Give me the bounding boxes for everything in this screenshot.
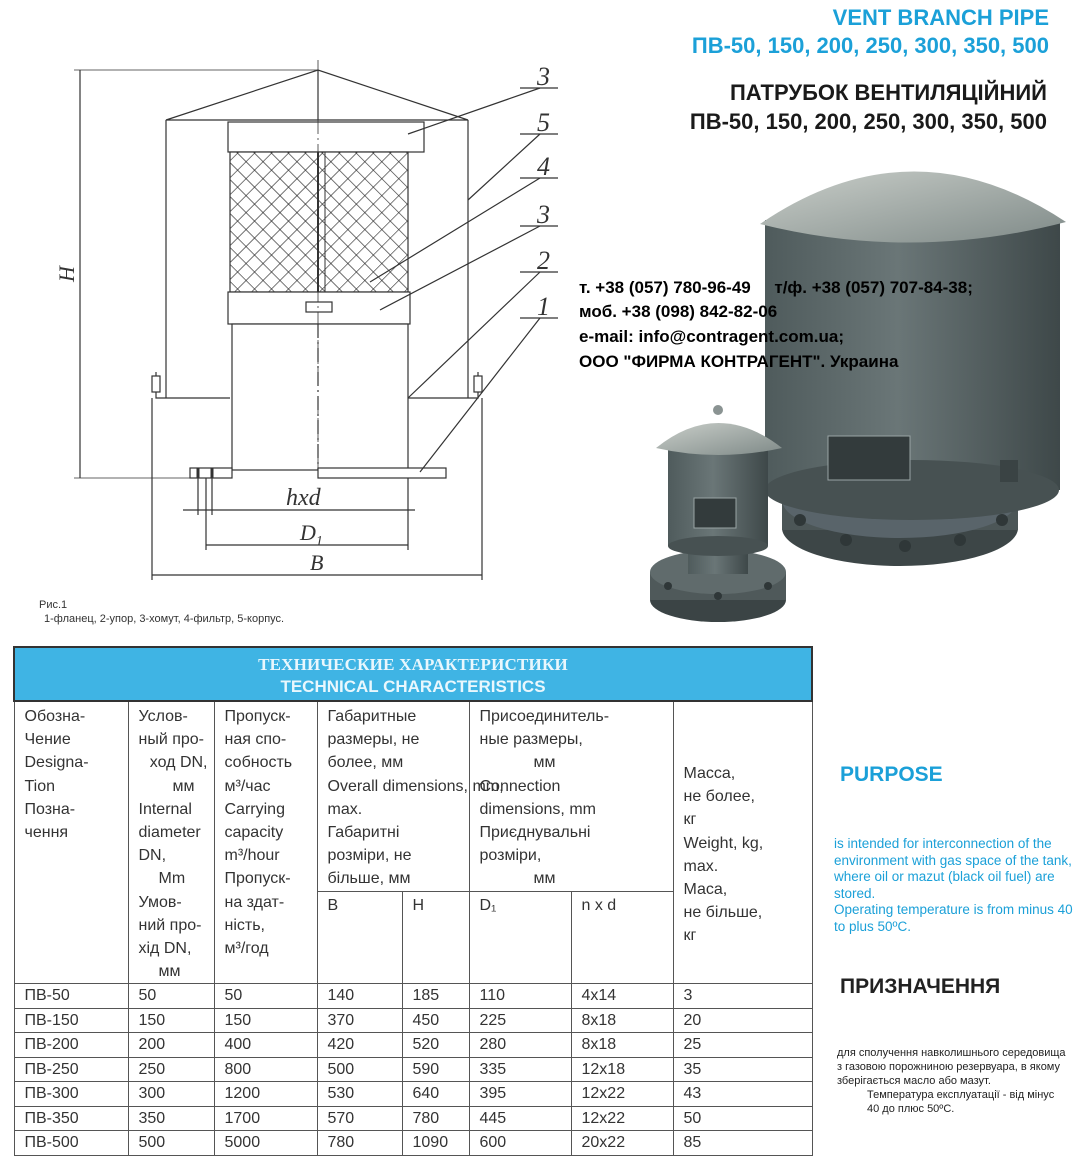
table-cell: 20x22: [571, 1131, 673, 1156]
header-nxd: n x d: [571, 892, 673, 984]
header-designation: Обозна- Чение Designa- Tion Позна- чення: [14, 701, 128, 984]
purpose-heading: PURPOSE: [840, 763, 943, 786]
table-cell: 3: [673, 984, 812, 1009]
title-en: VENT BRANCH PIPE: [832, 5, 1049, 30]
table-cell: 280: [469, 1033, 571, 1058]
table-cell: 200: [128, 1033, 214, 1058]
figure-label: Рис.1: [39, 599, 68, 611]
table-cell: 300: [128, 1082, 214, 1107]
pryznachennya-text: для сполучення навколишнього середовища з газовою порожниною резервуара, в якому зберігається масло або мазут. Температура експлуатації - від мінус 40 до плюс 50ºC.: [837, 1047, 1066, 1115]
table-cell: ПВ-250: [14, 1057, 128, 1082]
header-h: H: [402, 892, 469, 984]
table-cell: 335: [469, 1057, 571, 1082]
table-cell: ПВ-350: [14, 1106, 128, 1131]
header-capacity: Пропуск- ная спо- собность м³/час Carrying capacity m³/hour Пропуск- на здат- ність, м³/год: [214, 701, 317, 984]
purpose-text: is intended for interconnection of the environment with gas space of the tank, where oil or mazut (black oil fuel) are stored. Operating temperature is from minus 40 to plus 50ºC.: [834, 836, 1073, 934]
table-cell: ПВ-500: [14, 1131, 128, 1156]
models-ua: ПВ-50, 150, 200, 250, 300, 350, 500: [689, 109, 1047, 134]
table-cell: 395: [469, 1082, 571, 1107]
table-cell: 20: [673, 1008, 812, 1033]
table-cell: 520: [402, 1033, 469, 1058]
table-cell: ПВ-300: [14, 1082, 128, 1107]
callout-1: 1: [537, 292, 550, 321]
table-row: [14, 1008, 812, 1033]
table-cell: 640: [402, 1082, 469, 1107]
table-cell: 800: [214, 1057, 317, 1082]
table-title-en: TECHNICAL CHARACTERISTICS: [280, 677, 546, 696]
table-cell: 570: [317, 1106, 402, 1131]
table-cell: 8x18: [571, 1008, 673, 1033]
table-cell: 530: [317, 1082, 402, 1107]
table-cell: ПВ-150: [14, 1008, 128, 1033]
callout-3-top: 3: [537, 62, 550, 91]
callout-3-bottom: 3: [537, 200, 550, 229]
figure-legend: 1-фланец, 2-упор, 3-хомут, 4-фильтр, 5-корпус.: [44, 613, 285, 625]
table-title-ru: ТЕХНИЧЕСКИЕ ХАРАКТЕРИСТИКИ: [258, 655, 568, 674]
dim-d1-label: $D_1$: [300, 520, 323, 549]
header-mass: Масса, не более, кг Weight, kg, max. Маса, не більше, кг: [673, 701, 812, 984]
dim-b-label: B: [310, 550, 324, 575]
table-cell: ПВ-50: [14, 984, 128, 1009]
technical-drawing: [40, 60, 550, 590]
table-cell: 780: [402, 1106, 469, 1131]
table-cell: 1200: [214, 1082, 317, 1107]
table-cell: 43: [673, 1082, 812, 1107]
pryznachennya-heading: ПРИЗНАЧЕННЯ: [840, 975, 1001, 998]
table-cell: 140: [317, 984, 402, 1009]
table-cell: 110: [469, 984, 571, 1009]
table-cell: 150: [214, 1008, 317, 1033]
table-cell: 85: [673, 1131, 812, 1156]
table-cell: 500: [128, 1131, 214, 1156]
callout-2: 2: [537, 246, 550, 275]
table-cell: 445: [469, 1106, 571, 1131]
table-cell: 1700: [214, 1106, 317, 1131]
title-ua: ПАТРУБОК ВЕНТИЛЯЦІЙНИЙ: [729, 80, 1047, 105]
table-cell: 590: [402, 1057, 469, 1082]
table-cell: 12x22: [571, 1082, 673, 1107]
table-row: [14, 1057, 812, 1082]
contact-company: ООО "ФИРМА КОНТРАГЕНТ". Украина: [579, 352, 899, 371]
table-cell: 12x22: [571, 1106, 673, 1131]
header-d1: D₁: [469, 892, 571, 984]
table-cell: 600: [469, 1131, 571, 1156]
table-cell: 8x18: [571, 1033, 673, 1058]
table-cell: 420: [317, 1033, 402, 1058]
tech-table: [13, 646, 813, 1156]
table-cell: 225: [469, 1008, 571, 1033]
table-cell: 50: [128, 984, 214, 1009]
table-cell: 350: [128, 1106, 214, 1131]
table-title: [14, 647, 812, 701]
table-cell: 400: [214, 1033, 317, 1058]
table-cell: 780: [317, 1131, 402, 1156]
table-cell: 4x14: [571, 984, 673, 1009]
table-cell: 1090: [402, 1131, 469, 1156]
table-cell: ПВ-200: [14, 1033, 128, 1058]
dim-h-label: H: [54, 266, 79, 282]
table-cell: 185: [402, 984, 469, 1009]
header-b: B: [317, 892, 402, 984]
table-row: [14, 1082, 812, 1107]
table-cell: 5000: [214, 1131, 317, 1156]
contact-mobile: моб. +38 (098) 842-82-06: [579, 302, 778, 321]
callout-4: 4: [537, 152, 550, 181]
header-connection: Присоединитель- ные размеры, мм Connection dimensions, mm Приєднувальні розміри, мм: [469, 701, 673, 892]
table-row: [14, 984, 812, 1009]
table-cell: 370: [317, 1008, 402, 1033]
table-row: [14, 1131, 812, 1156]
table-cell: 25: [673, 1033, 812, 1058]
table-cell: 12x18: [571, 1057, 673, 1082]
table-cell: 50: [214, 984, 317, 1009]
contact-email[interactable]: e-mail: info@contragent.com.ua;: [579, 327, 844, 346]
table-cell: 450: [402, 1008, 469, 1033]
table-row: [14, 1106, 812, 1131]
table-cell: 50: [673, 1106, 812, 1131]
table-row: [14, 1033, 812, 1058]
table-cell: 250: [128, 1057, 214, 1082]
callout-5: 5: [537, 108, 550, 137]
dim-hxd-label: hxd: [286, 485, 321, 511]
product-photo: [640, 160, 1087, 630]
table-cell: 35: [673, 1057, 812, 1082]
table-cell: 150: [128, 1008, 214, 1033]
header-dn: Услов- ный про- ход DN, мм Internal diameter DN, Mm Умов- ний про- хід DN, мм: [128, 701, 214, 984]
contact-phones: т. +38 (057) 780-96-49 т/ф. +38 (057) 707-84-38;: [579, 278, 973, 297]
table-cell: 500: [317, 1057, 402, 1082]
models-en: ПВ-50, 150, 200, 250, 300, 350, 500: [691, 33, 1049, 58]
header-overall: Габаритные размеры, не более, мм Overall dimensions, mm, max. Габаритні розміри, не більше, мм: [317, 701, 469, 892]
